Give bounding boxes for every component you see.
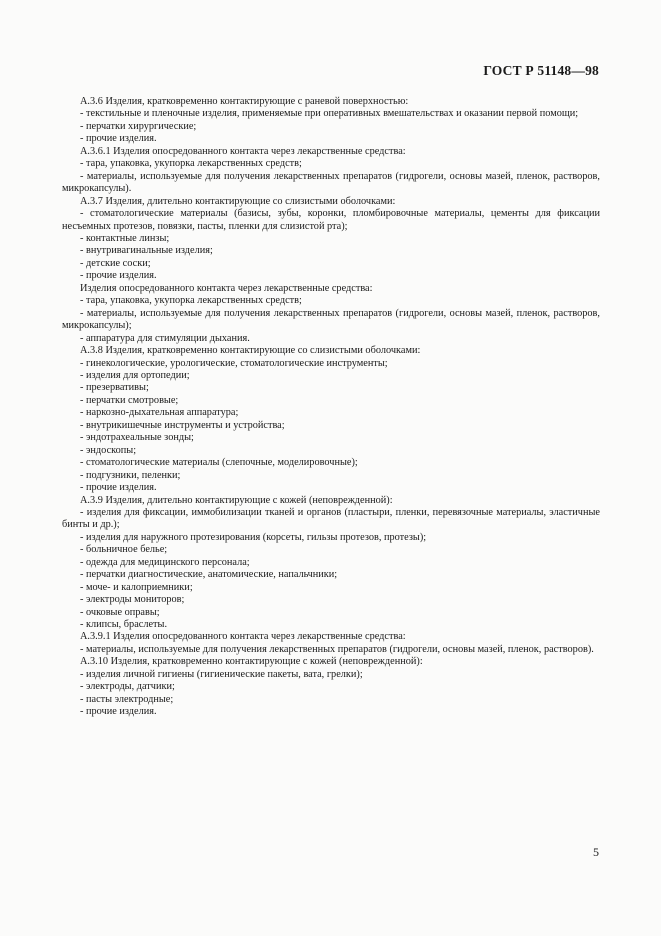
text-line: - больничное белье; xyxy=(80,544,168,556)
text-line: - эндоскопы; xyxy=(80,444,137,456)
text-line: - аппаратура для стимуляции дыхания. xyxy=(80,332,250,344)
text-line: - одежда для медицинского персонала; xyxy=(80,556,250,568)
text-line: А.3.8 Изделия, кратковременно контактирующие со слизистыми оболочками: xyxy=(80,345,421,357)
text-line: - изделия для фиксации, иммобилизации тканей и органов (пластыри, пленки, перевязочные материалы, эластичные бинты и др.); xyxy=(62,506,600,531)
page-number: 5 xyxy=(593,845,599,859)
text-line: - прочие изделия. xyxy=(80,270,157,282)
text-line: - прочие изделия. xyxy=(80,706,157,718)
document-header-gost: ГОСТ Р 51148—98 xyxy=(483,63,599,78)
text-line: - прочие изделия. xyxy=(80,133,157,145)
text-line: А.3.10 Изделия, кратковременно контактирующие с кожей (неповрежденной): xyxy=(80,656,423,668)
text-line: А.3.9 Изделия, длительно контактирующие с кожей (неповрежденной): xyxy=(80,494,393,506)
text-line: - стоматологические материалы (слепочные, моделировочные); xyxy=(80,457,358,469)
text-line: А.3.9.1 Изделия опосредованного контакта через лекарственные средства: xyxy=(80,631,406,643)
text-line: - текстильные и пленочные изделия, применяемые при оперативных вмешательствах и оказании первой помощи; xyxy=(80,108,579,120)
text-line: А.3.7 Изделия, длительно контактирующие со слизистыми оболочками: xyxy=(80,195,396,207)
text-line: - электроды, датчики; xyxy=(80,681,175,693)
text-line: - прочие изделия. xyxy=(80,482,157,494)
text-line: - внутривагинальные изделия; xyxy=(80,245,213,257)
text-line: - материалы, используемые для получения лекарственных препаратов (гидрогели, основы мазей, пленок, растворов). xyxy=(80,643,594,655)
text-line: - клипсы, браслеты. xyxy=(80,619,168,631)
text-line: - гинекологические, урологические, стоматологические инструменты; xyxy=(80,357,388,369)
text-line: - тара, упаковка, укупорка лекарственных средств; xyxy=(80,295,302,307)
document-body xyxy=(62,96,600,719)
text-line: - перчатки хирургические; xyxy=(80,120,197,132)
text-line: - наркозно-дыхательная аппаратура; xyxy=(80,407,239,419)
text-line: - электроды мониторов; xyxy=(80,594,185,606)
text-line: - подгузники, пеленки; xyxy=(80,469,181,481)
text-line: - презервативы; xyxy=(80,382,149,394)
text-line: - эндотрахеальные зонды; xyxy=(80,432,194,444)
text-line: - изделия для наружного протезирования (корсеты, гильзы протезов, протезы); xyxy=(80,531,427,543)
text-line: - детские соски; xyxy=(80,257,151,269)
text-line: - очковые оправы; xyxy=(80,606,160,618)
text-line: - материалы, используемые для получения лекарственных препаратов (гидрогели, основы мазей, пленок, растворов, микрокапсулы). xyxy=(62,170,600,195)
text-line: - тара, упаковка, укупорка лекарственных средств; xyxy=(80,158,302,170)
text-line: - пасты электродные; xyxy=(80,693,174,705)
text-line: - внутрикишечные инструменты и устройства; xyxy=(80,419,285,431)
text-line: А.3.6 Изделия, кратковременно контактирующие с раневой поверхностью: xyxy=(80,96,409,107)
text-line: Изделия опосредованного контакта через лекарственные средства: xyxy=(80,282,373,294)
text-line: - материалы, используемые для получения лекарственных препаратов (гидрогели, основы мазей, пленок, растворов, микрокапсулы); xyxy=(62,307,600,332)
text-line: - моче- и калоприемники; xyxy=(80,581,193,593)
text-line: - стоматологические материалы (базисы, зубы, коронки, пломбировочные материалы, цементы для фиксации несъемных протезов, повязки, пасты, пленки для слизистой рта); xyxy=(62,208,600,232)
text-line: - контактные линзы; xyxy=(80,232,170,244)
text-line: А.3.6.1 Изделия опосредованного контакта через лекарственные средства: xyxy=(80,145,406,157)
text-line: - изделия для ортопедии; xyxy=(80,369,190,381)
text-line: - изделия личной гигиены (гигиенические пакеты, вата, грелки); xyxy=(80,668,363,680)
text-line: - перчатки диагностические, анатомические, напальчники; xyxy=(80,569,338,581)
text-line: - перчатки смотровые; xyxy=(80,394,179,406)
